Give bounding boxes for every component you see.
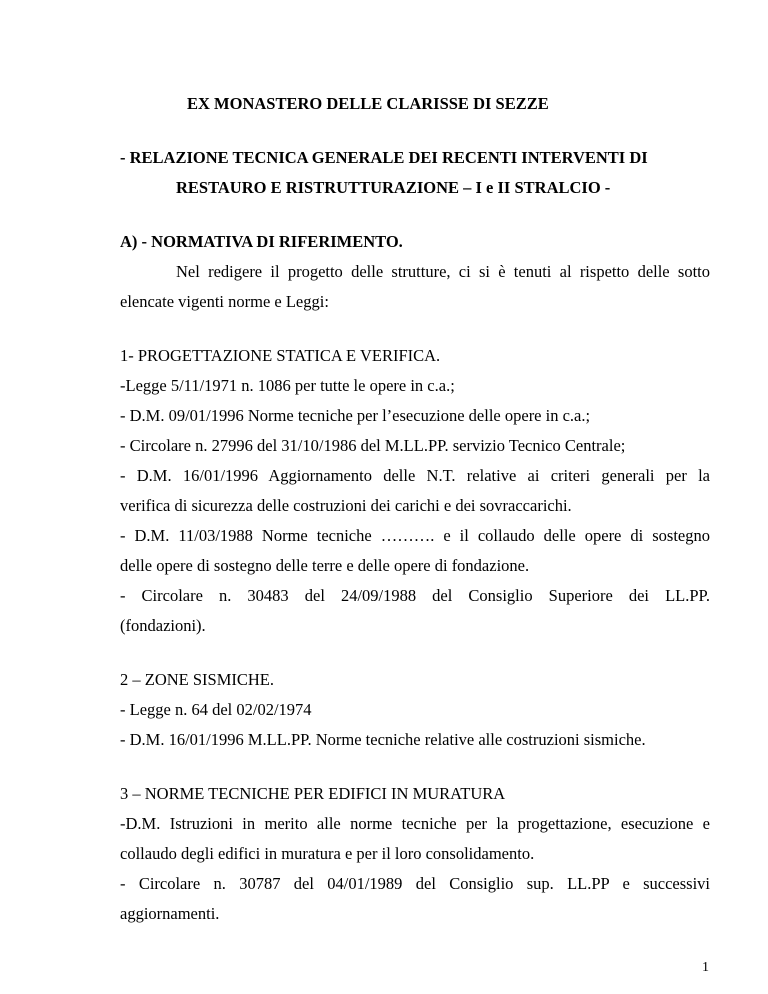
section-1-item: - Circolare n. 27996 del 31/10/1986 del M.LL.PP. servizio Tecnico Centrale; (120, 436, 626, 455)
section-3-item (120, 874, 710, 894)
section-1-item: verifica di sicurezza delle costruzioni dei carichi e dei sovraccarichi. (120, 496, 572, 515)
section-3-heading: 3 – NORME TECNICHE PER EDIFICI IN MURATURA (120, 784, 506, 803)
document-title: EX MONASTERO DELLE CLARISSE DI SEZZE (187, 94, 549, 113)
section-2-item: - D.M. 16/01/1996 M.LL.PP. Norme tecniche relative alle costruzioni sismiche. (120, 730, 646, 749)
section-1-item (120, 526, 710, 546)
section-3-item: aggiornamenti. (120, 904, 220, 923)
section-a-heading: A) - NORMATIVA DI RIFERIMENTO. (120, 232, 403, 251)
section-1-item (120, 586, 710, 606)
section-1-item-text: - Circolare n. 30483 del 24/09/1988 del Consiglio Superiore dei LL.PP. (120, 586, 710, 605)
intro-paragraph-line-1 (176, 262, 710, 282)
section-1-item: - D.M. 09/01/1996 Norme tecniche per l’esecuzione delle opere in c.a.; (120, 406, 591, 425)
section-3-item: collaudo degli edifici in muratura e per il loro consolidamento. (120, 844, 535, 863)
intro-paragraph-line-2: elencate vigenti norme e Leggi: (120, 292, 329, 311)
section-3-item-text: -D.M. Istruzioni in merito alle norme tecniche per la progettazione, esecuzione e (120, 814, 710, 833)
section-2-heading: 2 – ZONE SISMICHE. (120, 670, 275, 689)
section-2-item: - Legge n. 64 del 02/02/1974 (120, 700, 312, 719)
section-1-item (120, 466, 710, 486)
section-1-heading: 1- PROGETTAZIONE STATICA E VERIFICA. (120, 346, 441, 365)
section-1-item: (fondazioni). (120, 616, 206, 635)
section-1-item-text: - D.M. 16/01/1996 Aggiornamento delle N.T. relative ai criteri generali per la (120, 466, 710, 485)
subtitle-line-1: - RELAZIONE TECNICA GENERALE DEI RECENTI INTERVENTI DI (120, 148, 648, 167)
section-3-item-text: - Circolare n. 30787 del 04/01/1989 del Consiglio sup. LL.PP e successivi (120, 874, 710, 893)
subtitle-line-2: RESTAURO E RISTRUTTURAZIONE – I e II STRALCIO - (176, 178, 611, 197)
intro-line-1-text: Nel redigere il progetto delle strutture, ci si è tenuti al rispetto delle sotto (176, 262, 710, 281)
section-3-item (120, 814, 710, 834)
section-1-item: delle opere di sostegno delle terre e delle opere di fondazione. (120, 556, 530, 575)
page-number: 1 (702, 960, 709, 975)
section-1-item: -Legge 5/11/1971 n. 1086 per tutte le opere in c.a.; (120, 376, 455, 395)
section-1-item-text: - D.M. 11/03/1988 Norme tecniche ………. e il collaudo delle opere di sostegno (120, 526, 710, 545)
